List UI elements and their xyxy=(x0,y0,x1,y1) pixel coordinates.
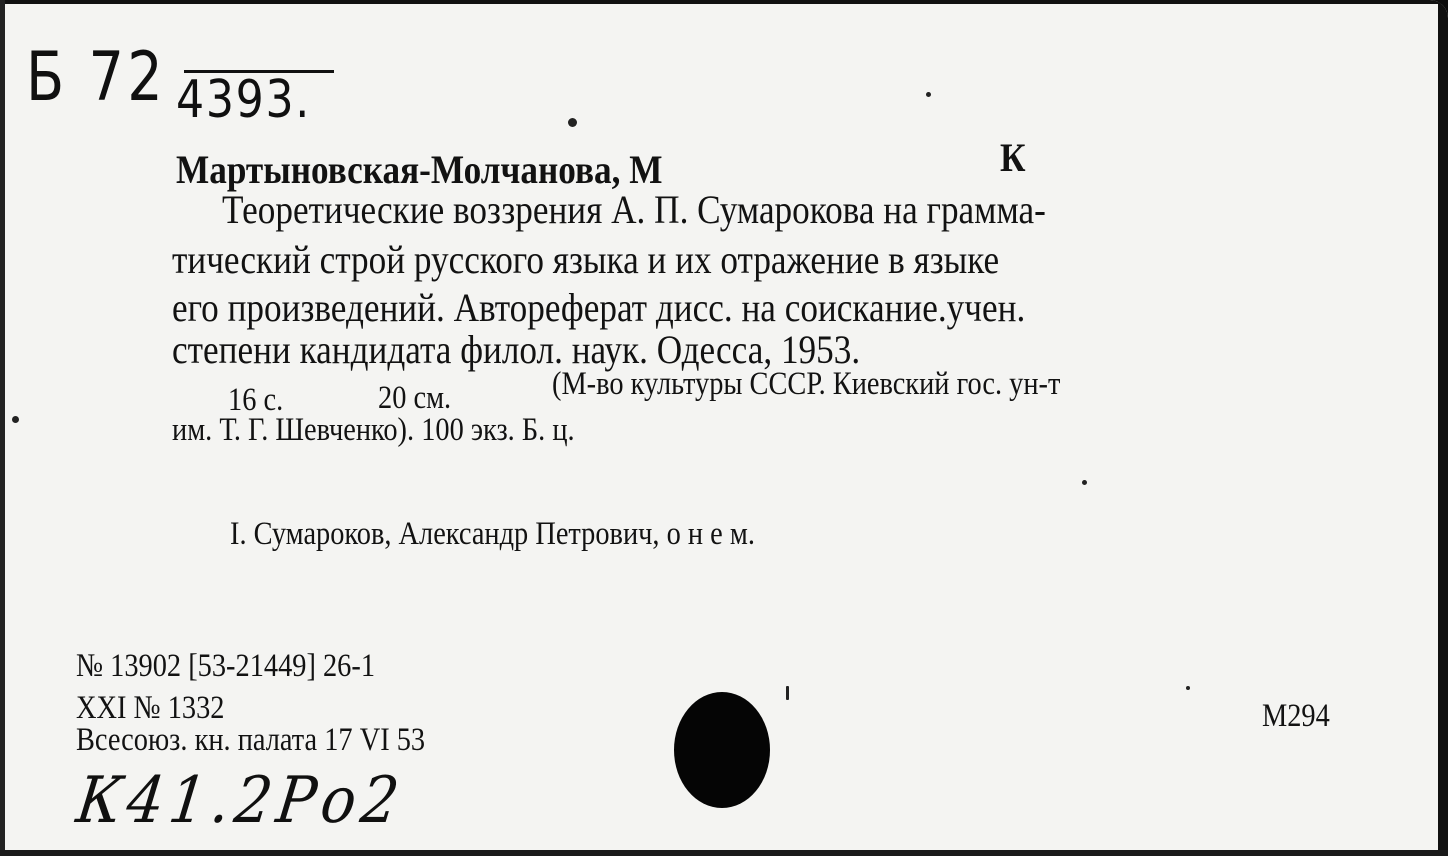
call-number: Б 72 xyxy=(26,38,167,117)
scan-speck xyxy=(568,118,577,127)
registration-line: № 13902 [53-21449] 26-1 xyxy=(76,648,376,684)
author-name: Мартыновская-Молчанова, М xyxy=(176,147,663,192)
scan-speck xyxy=(1186,686,1190,690)
scan-speck xyxy=(926,92,931,97)
handwritten-code: К41.2Ро2 xyxy=(72,764,409,838)
punch-hole xyxy=(674,692,770,808)
title-line: степени кандидата филол. наук. Одесса, 1953. xyxy=(172,327,861,372)
scan-edge-bottom xyxy=(0,850,1448,856)
scan-speck xyxy=(1082,480,1087,485)
registration-line: Всесоюз. кн. палата 17 VI 53 xyxy=(76,722,426,758)
scan-edge-right xyxy=(1438,0,1448,856)
title-line: Теоретические воззрения А. П. Сумарокова на грамма- xyxy=(222,187,1046,232)
series-note-line: им. Т. Г. Шевченко). 100 экз. Б. ц. xyxy=(172,412,575,448)
subject-entry: I. Сумароков, Александр Петрович, о н е м. xyxy=(230,516,755,552)
scan-speck xyxy=(786,686,789,700)
registration-line: XXI № 1332 xyxy=(76,690,225,726)
m-code: M294 xyxy=(1262,698,1330,734)
scan-edge-top xyxy=(0,0,1448,4)
shelf-mark: 4393. xyxy=(176,70,312,130)
scan-speck xyxy=(12,416,19,423)
series-note-line: (М-во культуры СССР. Киевский гос. ун-т xyxy=(552,366,1061,402)
author-initial: К xyxy=(1000,135,1026,180)
card-size: 20 см. xyxy=(378,380,452,416)
page-count: 16 с. xyxy=(228,382,284,418)
title-line: тический строй русского языка и их отражение в языке xyxy=(172,237,1000,282)
title-line: его произведений. Автореферат дисс. на соискание.учен. xyxy=(172,285,1026,330)
scan-edge-left xyxy=(0,0,5,856)
